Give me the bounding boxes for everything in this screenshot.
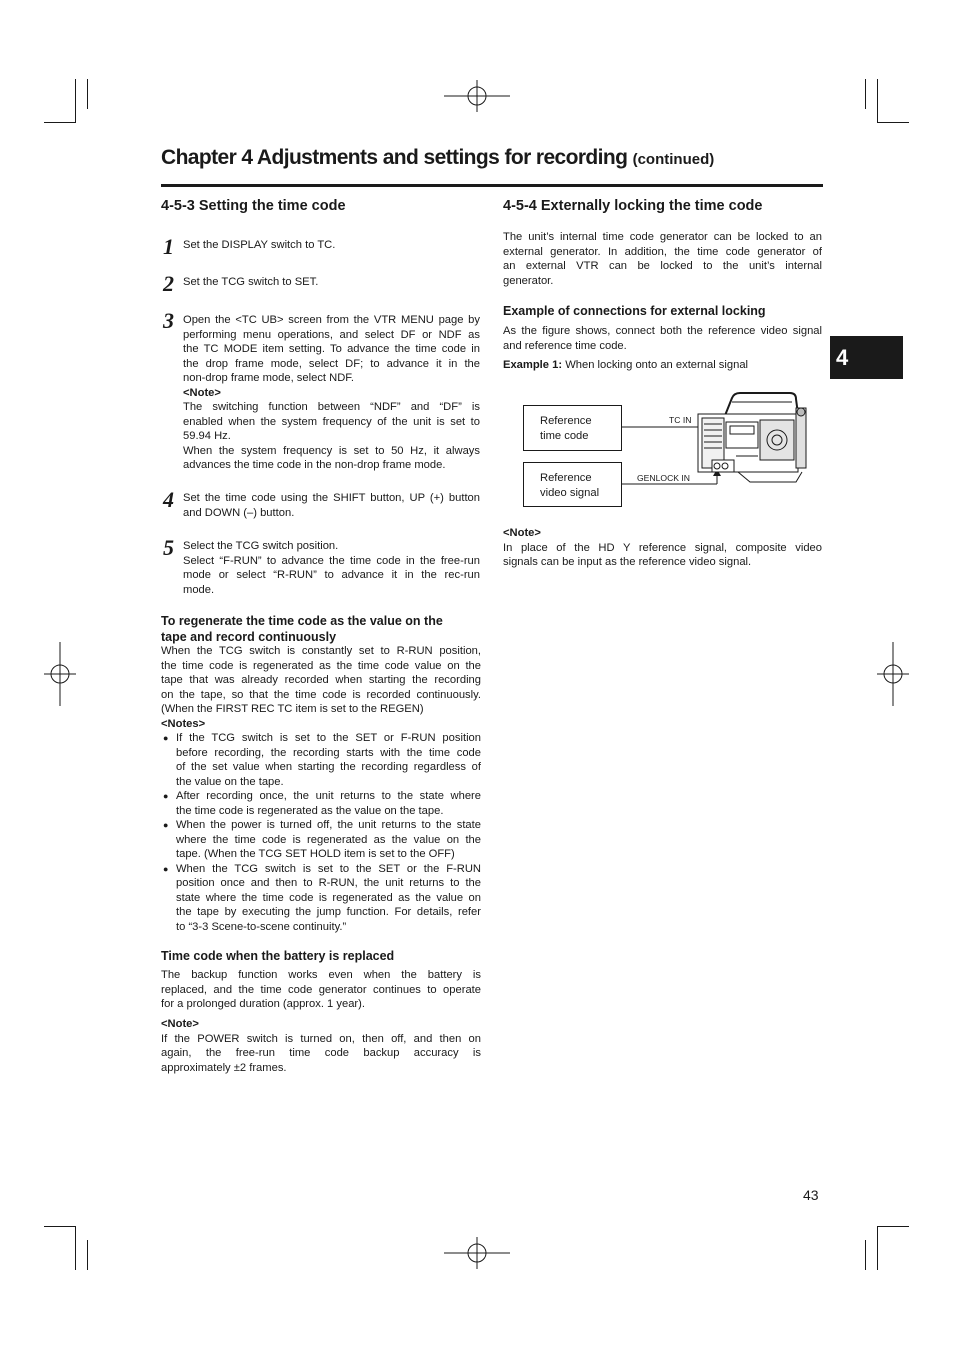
- step-number: 4: [163, 487, 174, 512]
- step-text: [183, 238, 480, 253]
- list-item: [161, 818, 481, 862]
- registration-mark-bottom: [444, 1237, 510, 1269]
- text-line: tape that was already recorded when starting the recording: [161, 674, 481, 686]
- step-text: [183, 539, 480, 597]
- text-line: The switching function between “NDF” and “DF” is: [183, 401, 480, 413]
- text-line: The backup function works even when the battery is: [161, 969, 481, 981]
- text-line: To regenerate the time code as the value on the: [161, 614, 443, 628]
- intro-paragraph: [503, 230, 822, 288]
- text-line: Set the time code using the SHIFT button, UP (+) button: [183, 492, 480, 504]
- section-heading-4-5-3: 4-5-3 Setting the time code: [161, 198, 346, 214]
- text-line: After recording once, the unit returns to the state where: [176, 790, 481, 802]
- bullet-icon: ●: [163, 863, 169, 874]
- example1-label: Example 1:: [503, 359, 563, 371]
- text-line: an external VTR can be locked to the unit’s internal: [503, 260, 822, 272]
- text-line: (When the FIRST REC TC item is set to the REGEN): [161, 703, 424, 715]
- text-line: If the POWER switch is turned on, then off, and then on: [161, 1032, 481, 1045]
- text-line: 59.94 Hz.: [183, 430, 231, 442]
- right-note: [503, 526, 822, 570]
- step-number: 3: [163, 308, 174, 333]
- text-line: In place of the HD Y reference signal, composite video: [503, 541, 822, 554]
- genlock-in-label: GENLOCK IN: [637, 473, 691, 483]
- continued-label: (continued): [632, 151, 715, 168]
- text-line: and DOWN (–) button.: [183, 506, 295, 519]
- text-line: replaced, and the time code generator continues to operate: [161, 983, 481, 996]
- reference-time-code-box: [523, 405, 622, 451]
- text-line: tape. (When the TCG SET HOLD item is set to the OFF): [176, 848, 455, 860]
- example1-text: When locking onto an external signal: [565, 359, 749, 371]
- registration-mark-top: [444, 80, 510, 112]
- text-line: the drop frame mode, select DF; to advance it in the: [183, 357, 480, 370]
- note-label: <Note>: [183, 386, 221, 399]
- notes-list: [161, 731, 481, 934]
- text-line: If the TCG switch is set to the SET or F-RUN position: [176, 732, 481, 744]
- text-line: Reference: [540, 472, 592, 484]
- text-line: Set the DISPLAY switch to TC.: [183, 239, 336, 251]
- text-line: the TC MODE item setting. To advance the time code in: [183, 343, 480, 355]
- text-line: When the TCG switch is constantly set to R-RUN position,: [161, 645, 481, 657]
- bullet-icon: ●: [163, 733, 169, 743]
- bullet-icon: ●: [163, 820, 169, 830]
- reference-video-signal-box: [523, 462, 622, 507]
- list-item: [161, 862, 481, 935]
- example1-line: [503, 358, 822, 373]
- chapter-tab: 4: [830, 336, 903, 379]
- text-line: before recording, the recording starts with the time code: [176, 746, 481, 759]
- regen-heading: [161, 613, 481, 645]
- text-line: again, the free-run time code backup accuracy is: [161, 1047, 481, 1059]
- text-line: on the tape, so that the time code is recorded continuously.: [161, 688, 481, 701]
- text-line: enabled when the system frequency of the unit is set to: [183, 415, 480, 428]
- text-line: tape and record continuously: [161, 630, 337, 644]
- step-text: [183, 313, 480, 473]
- list-item: [161, 731, 481, 789]
- text-line: for a prolonged duration (approx. 1 year).: [161, 998, 365, 1010]
- text-line: non-drop frame mode, select NDF.: [183, 372, 354, 384]
- text-line: Select the TCG switch position.: [183, 540, 339, 552]
- regen-paragraph: [161, 644, 481, 731]
- text-line: video signal: [540, 487, 600, 499]
- text-line: position once and then to R-RUN, the unit returns to the: [176, 877, 481, 889]
- note-label: <Note>: [503, 527, 541, 539]
- text-line: Reference: [540, 415, 592, 427]
- text-line: mode or select “R-RUN” to advance it in the rec-run: [183, 569, 480, 581]
- text-line: mode.: [183, 583, 215, 596]
- text-line: When the power is turned off, the unit returns to the state: [176, 819, 481, 831]
- battery-paragraph: [161, 968, 481, 1012]
- camera-connection-diagram: [620, 390, 810, 490]
- text-line: external generator. In addition, the time code generator of: [503, 245, 822, 258]
- text-line: the time code is regenerated as the time code value on the: [161, 659, 481, 672]
- text-line: advances the time code in the non-drop frame mode.: [183, 459, 446, 471]
- text-line: state where the time code is regenerated as the value on: [176, 891, 481, 904]
- step-number: 1: [163, 234, 174, 259]
- text-line: approximately ±2 frames.: [161, 1061, 287, 1074]
- text-line: As the figure shows, connect both the reference video signal: [503, 325, 822, 337]
- text-line: of the set value when starting the recording regardless of: [176, 761, 481, 773]
- step-number: 2: [163, 271, 174, 296]
- tc-in-label: TC IN: [669, 415, 692, 425]
- text-line: the time code is regenerated as the value on the tape.: [176, 804, 444, 817]
- text-line: generator.: [503, 274, 554, 287]
- text-line: performing menu operations, and select DF or NDF as: [183, 328, 480, 341]
- list-item: [161, 789, 481, 818]
- text-line: to “3-3 Scene-to-scene continuity.”: [176, 920, 347, 933]
- page-number: 43: [803, 1187, 819, 1203]
- step-text: [183, 275, 480, 290]
- text-line: the value on the tape.: [176, 775, 284, 788]
- text-line: where the time code is regenerated as the value on the: [176, 833, 481, 846]
- example-heading: Example of connections for external locking: [503, 304, 766, 318]
- text-line: Open the <TC UB> screen from the VTR MENU page by: [183, 314, 480, 326]
- text-line: the tape by executing the jump function. For details, refer: [176, 906, 481, 918]
- note-label: <Note>: [161, 1018, 199, 1030]
- text-line: Set the TCG switch to SET.: [183, 276, 319, 288]
- battery-heading: Time code when the battery is replaced: [161, 949, 395, 963]
- text-line: signals can be input as the reference video signal.: [503, 556, 752, 568]
- text-line: The unit’s internal time code generator can be locked to an: [503, 231, 822, 243]
- text-line: When the system frequency is set to 50 Hz, it always: [183, 444, 480, 457]
- camera-icon: [698, 393, 806, 482]
- step-number: 5: [163, 535, 174, 560]
- text-line: and reference time code.: [503, 339, 627, 352]
- chapter-title-text: Chapter 4 Adjustments and settings for recording: [161, 146, 628, 169]
- bullet-icon: ●: [163, 791, 169, 801]
- notes-label: <Notes>: [161, 717, 206, 730]
- chapter-title: [161, 146, 823, 170]
- registration-mark-right: [877, 642, 909, 706]
- text-line: time code: [540, 430, 589, 442]
- battery-note: [161, 1017, 481, 1075]
- title-rule: [161, 184, 823, 187]
- registration-mark-left: [44, 642, 76, 706]
- text-line: Select “F-RUN” to advance the time code in the free-run: [183, 554, 480, 567]
- section-heading-4-5-4: 4-5-4 Externally locking the time code: [503, 198, 763, 214]
- text-line: When the TCG switch is set to the SET or the F-RUN: [176, 862, 481, 875]
- step-text: [183, 491, 480, 520]
- example-paragraph: [503, 324, 822, 353]
